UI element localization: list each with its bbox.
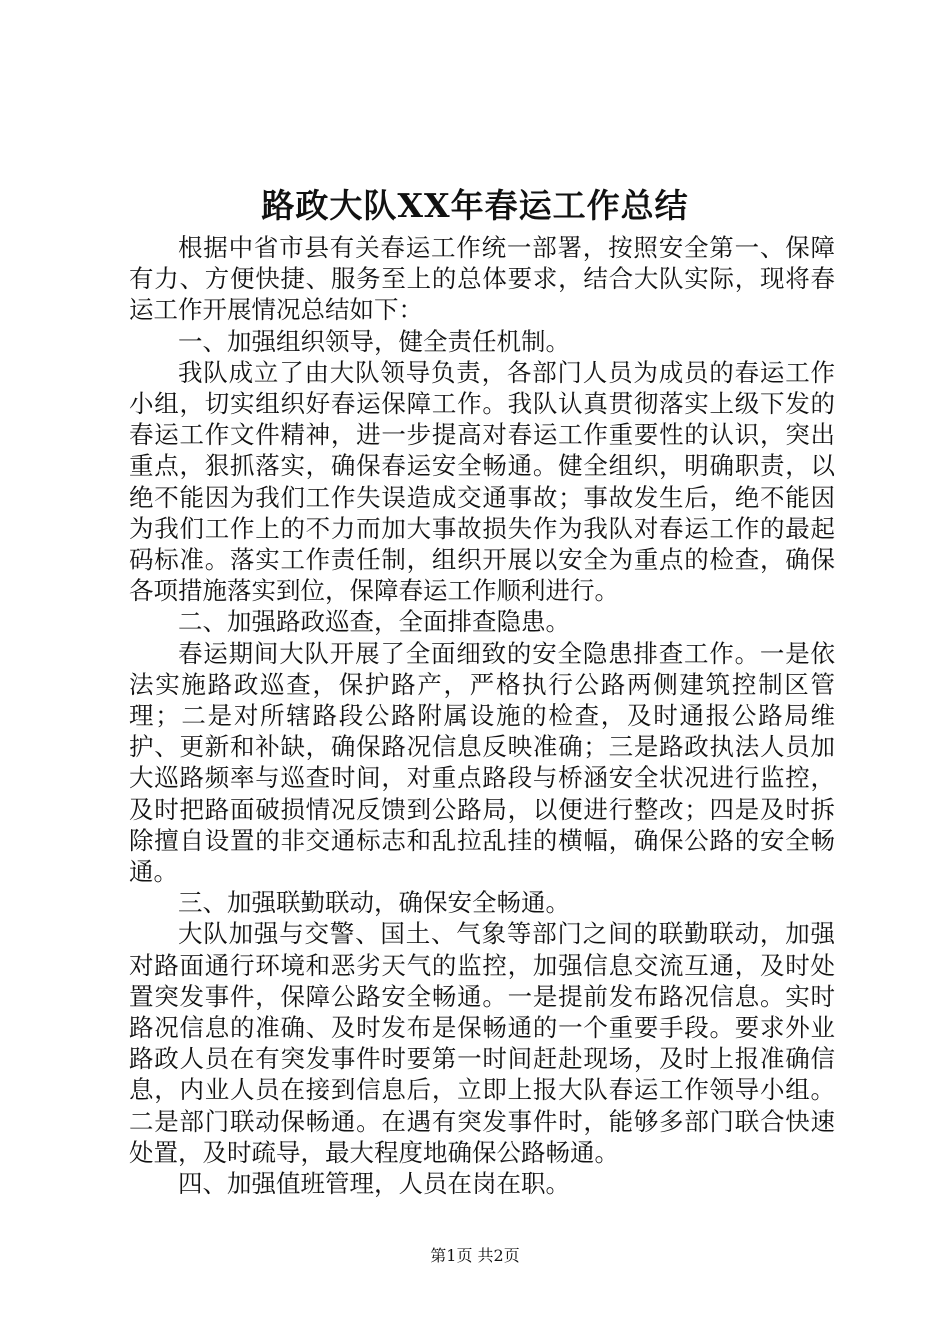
section-paragraph-1: 我队成立了由大队领导负责，各部门人员为成员的春运工作小组，切实组织好春运保障工作。我队认真贯彻落实上级下发的春运工作文件精神，进一步提高对春运工作重要性的认识，突出重点，狠抓落实，确保春运安全畅通。健全组织，明确职责，以绝不能因为我们工作失误造成交通事故；事故发生后，绝不能因为我们工作上的不力而加大事故损失作为我队对春运工作的最起码标准。落实工作责任制，组织开展以安全为重点的检查，确保各项措施落实到位，保障春运工作顺利进行。	[129, 357, 835, 606]
section-heading-1: 一、加强组织领导，健全责任机制。	[178, 326, 570, 356]
section-paragraph-2: 春运期间大队开展了全面细致的安全隐患排查工作。一是依法实施路政巡查，保护路产，严格执行公路两侧建筑控制区管理；二是对所辖路段公路附属设施的检查，及时通报公路局维护、更新和补缺，确保路况信息反映准确；三是路政执法人员加大巡路频率与巡查时间，对重点路段与桥涵安全状况进行监控，及时把路面破损情况反馈到公路局，以便进行整改；四是及时拆除擅自设置的非交通标志和乱拉乱挂的横幅，确保公路的安全畅通。	[129, 638, 835, 887]
section-paragraph-3: 大队加强与交警、国土、气象等部门之间的联勤联动，加强对路面通行环境和恶劣天气的监控，加强信息交流互通，及时处置突发事件，保障公路安全畅通。一是提前发布路况信息。实时路况信息的准确、及时发布是保畅通的一个重要手段。要求外业路政人员在有突发事件时要第一时间赶赴现场，及时上报准确信息，内业人员在接到信息后，立即上报大队春运工作领导小组。二是部门联动保畅通。在遇有突发事件时，能够多部门联合快速处置，及时疏导，最大程度地确保公路畅通。	[129, 919, 835, 1167]
section-heading-4: 四、加强值班管理，人员在岗在职。	[178, 1169, 570, 1199]
section-heading-2: 二、加强路政巡查，全面排查隐患。	[178, 607, 570, 637]
intro-paragraph: 根据中省市县有关春运工作统一部署，按照安全第一、保障有力、方便快捷、服务至上的总体要求，结合大队实际，现将春运工作开展情况总结如下：	[129, 233, 835, 325]
document-title: 路政大队XX年春运工作总结	[261, 186, 689, 225]
document-body	[129, 232, 835, 1199]
page-number-footer: 第1页 共2页	[430, 1246, 520, 1265]
section-heading-3: 三、加强联勤联动，确保安全畅通。	[178, 888, 570, 918]
